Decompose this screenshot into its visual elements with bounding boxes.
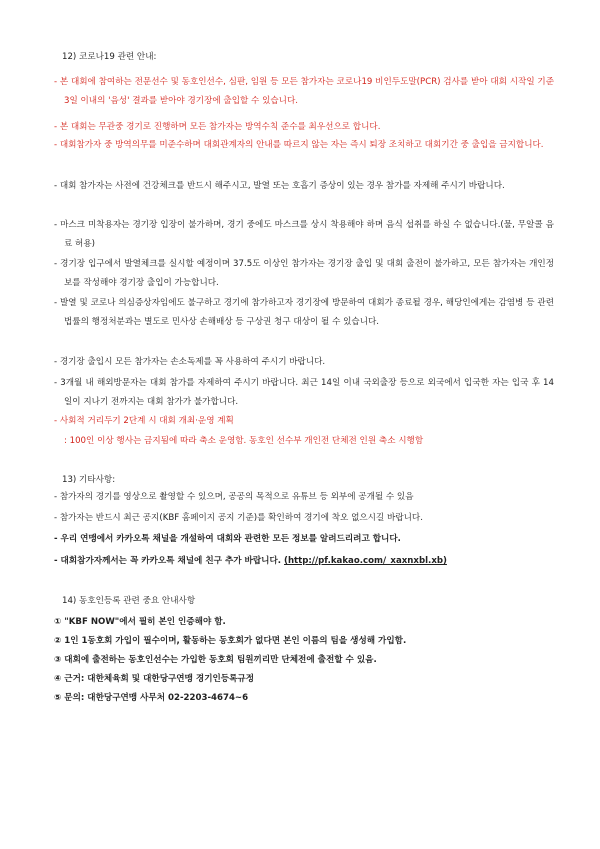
s12-item-10: - 사회적 거리두기 2단계 시 대회 개최·운영 계획 (54, 416, 234, 426)
s12-item-9: - 3개월 내 해외방문자는 대회 참가를 자제하여 주시기 바랍니다. 최근 14일 이내 국외출장 등으로 외국에서 입국한 자는 입국 후 14일이 지나기 전까지는 대회 참가가 불가합니다. (54, 378, 554, 407)
s14-item-1: ① "KBF NOW"에서 필히 본인 인증해야 함. (54, 617, 226, 627)
kakao-channel-link[interactable]: (http://pf.kakao.com/_xaxnxbl.xb) (284, 556, 447, 566)
s12-item-8: - 경기장 출입시 모든 참가자는 손소독제를 꼭 사용하여 주시기 바랍니다. (54, 357, 326, 367)
s12-item-2: - 본 대회는 무관중 경기로 진행하며 모든 참가자는 방역수칙 준수를 최우선으로 합니다. (54, 122, 381, 132)
section-14-title: 14) 동호인등록 관련 중요 안내사항 (62, 596, 196, 606)
s13-item-1: - 참가자의 경기를 영상으로 촬영할 수 있으며, 공공의 목적으로 유튜브 등 외부에 공개될 수 있음 (54, 492, 414, 502)
s12-item-7: - 발열 및 코로나 의심증상자임에도 불구하고 경기에 참가하고자 경기장에 방문하여 대회가 종료될 경우, 해당인에게는 감염병 등 관련 법률의 행정처분과는 별도로 민사상 손해배상 등 구상권 청구 대상이 될 수 있습니다. (54, 298, 554, 327)
s12-item-1: - 본 대회에 참여하는 전문선수 및 동호인선수, 심판, 임원 등 모든 참가자는 코로나19 비인두도말(PCR) 검사를 받아 대회 시작일 기준 3일 이내의 '음성' 결과를 받아야 경기장에 출입할 수 있습니다. (54, 77, 554, 106)
s14-item-5: ⑤ 문의: 대한당구연맹 사무처 02-2203-4674~6 (54, 693, 249, 703)
s12-item-5: - 마스크 미착용자는 경기장 입장이 불가하며, 경기 중에도 마스크를 상시 착용해야 하며 음식 섭취를 하실 수 없습니다.(물, 무알콜 음료 허용) (54, 220, 554, 249)
section-13-title: 13) 기타사항: (62, 475, 116, 485)
s12-item-4: - 대회 참가자는 사전에 건강체크를 반드시 해주시고, 발열 또는 호흡기 증상이 있는 경우 참가를 자제해 주시기 바랍니다. (54, 181, 505, 191)
s12-note: : 100인 이상 행사는 금지됨에 따라 축소 운영함. 동호인 선수부 개인전 단체전 인원 축소 시행함 (64, 436, 424, 446)
s12-item-3: - 대회참가자 중 방역의무를 미준수하며 대회관계자의 안내를 따르지 않는 자는 즉시 퇴장 조치하고 대회기간 중 출입을 금지합니다. (54, 140, 544, 150)
s14-item-4: ④ 근거: 대한체육회 및 대한당구연맹 경기인등록규정 (54, 674, 255, 684)
s13-item-3: - 우리 연맹에서 카카오톡 채널을 개설하여 대회와 관련한 모든 정보를 알려드리려고 합니다. (54, 534, 401, 544)
s14-item-2: ② 1인 1동호회 가입이 필수이며, 활동하는 동호회가 없다면 본인 이름의 팀을 생성해 가입함. (54, 636, 407, 646)
s14-item-3: ③ 대회에 출전하는 동호인선수는 가입한 동호회 팀원끼리만 단체전에 출전할 수 있음. (54, 655, 377, 665)
s13-item-4 (54, 552, 554, 571)
s13-item-2: - 참가자는 반드시 최근 공지(KBF 홈페이지 공지 기준)를 확인하여 경기에 착오 없으시길 바랍니다. (54, 513, 423, 523)
section-12-title: 12) 코로나19 관련 안내: (62, 52, 157, 62)
s13-item-4-text: - 대회참가자께서는 꼭 카카오톡 채널에 친구 추가 바랍니다. (54, 556, 285, 566)
s12-item-6: - 경기장 입구에서 발열체크를 실시할 예정이며 37.5도 이상인 참가자는 경기장 출입 및 대회 출전이 불가하고, 모든 참가자는 개인정보를 작성해야 경기장 출입이 가능합니다. (54, 259, 554, 288)
